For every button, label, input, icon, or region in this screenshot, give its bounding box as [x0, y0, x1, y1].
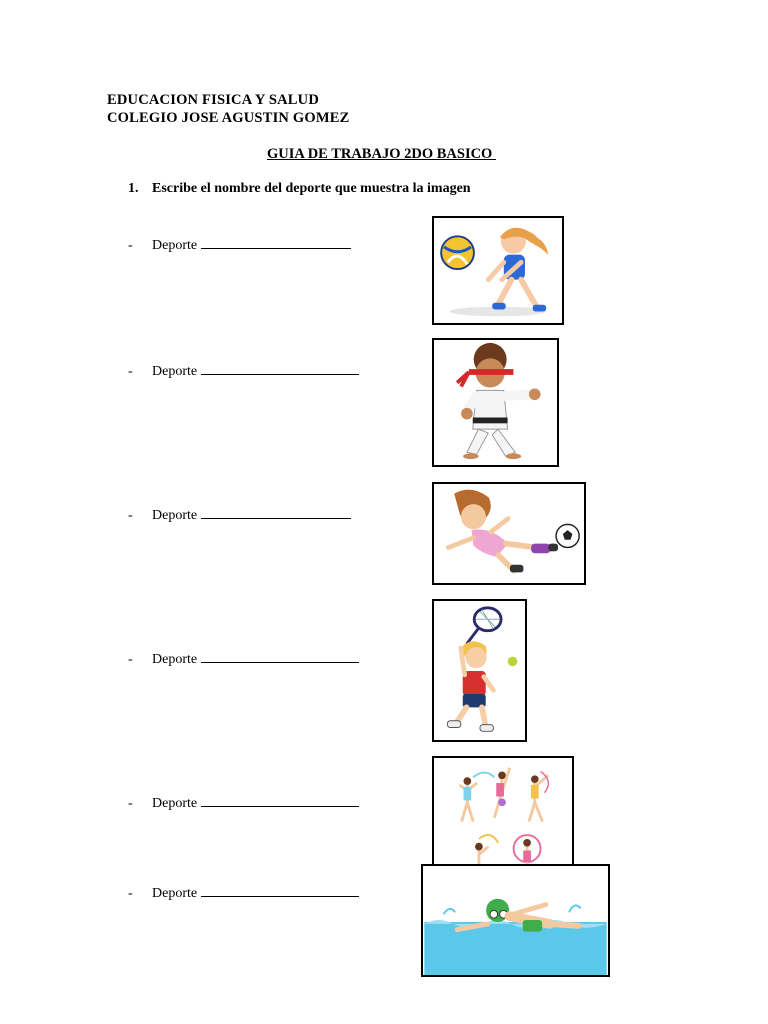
answer-row: [128, 362, 359, 380]
answer-blank-line[interactable]: [201, 794, 359, 807]
answer-blank-line[interactable]: [201, 236, 351, 249]
question-1: [128, 181, 471, 197]
question-number: 1.: [128, 181, 139, 196]
header-school-subject: EDUCACION FISICA Y SALUD: [107, 92, 319, 108]
answer-label: Deporte: [152, 364, 198, 379]
question-text: Escribe el nombre del deporte que muestra la imagen: [152, 181, 471, 196]
tennis-boy-illustration: [432, 599, 527, 742]
answer-blank-line[interactable]: [201, 506, 351, 519]
answer-row: [128, 236, 351, 254]
worksheet-title: GUIA DE TRABAJO 2DO BASICO: [267, 146, 496, 162]
answer-blank-line[interactable]: [201, 650, 359, 663]
volleyball-player-illustration: [432, 216, 564, 325]
answer-label: Deporte: [152, 238, 198, 253]
bullet-dash: -: [128, 508, 133, 523]
header-school-name: COLEGIO JOSE AGUSTIN GOMEZ: [107, 110, 350, 126]
answer-label: Deporte: [152, 796, 198, 811]
answer-row: [128, 884, 359, 902]
answer-blank-line[interactable]: [201, 884, 359, 897]
answer-label: Deporte: [152, 886, 198, 901]
answer-blank-line[interactable]: [201, 362, 359, 375]
swimmer-illustration: [421, 864, 610, 977]
karate-kid-illustration: [432, 338, 559, 467]
answer-row: [128, 650, 359, 668]
bullet-dash: -: [128, 796, 133, 811]
answer-row: [128, 506, 351, 524]
bullet-dash: -: [128, 238, 133, 253]
rhythmic-gymnastics-illustration: [432, 756, 574, 866]
answer-row: [128, 794, 359, 812]
answer-label: Deporte: [152, 652, 198, 667]
soccer-girl-illustration: [432, 482, 586, 585]
bullet-dash: -: [128, 652, 133, 667]
bullet-dash: -: [128, 364, 133, 379]
bullet-dash: -: [128, 886, 133, 901]
answer-label: Deporte: [152, 508, 198, 523]
